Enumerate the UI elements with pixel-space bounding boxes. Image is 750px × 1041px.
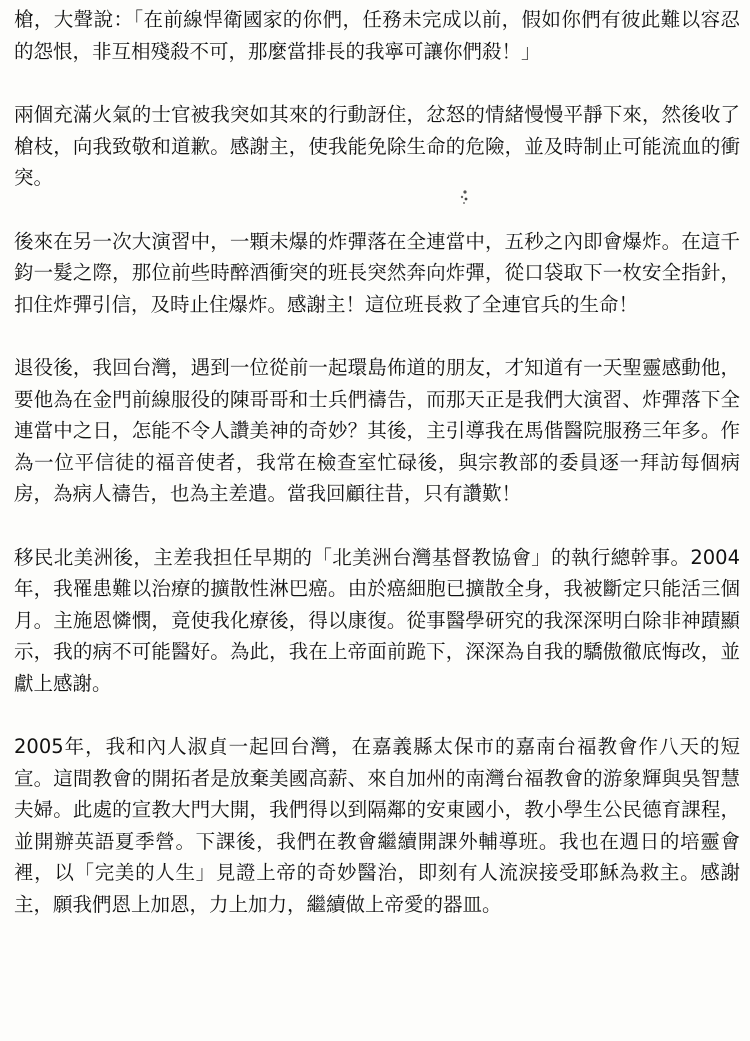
paragraph-6: 2005年，我和內人淑貞一起回台灣，在嘉義縣太保市的嘉南台福教會作八天的短宣。這間教會的開拓者是放棄美國高薪、來自加州的南灣台福教會的游象輝與吳智慧夫婦。此處的宣教大門大開，我們得以到隔鄰的安東國小，教小學生公民德育課程，並開辦英語夏季營。下課後，我們在教會繼續開課外輔導班。我也在週日的培靈會裡，以「完美的人生」見證上帝的奇妙醫治，即刻有人流淚接受耶穌為救主。感謝主，願我們恩上加恩，力上加力，繼續做上帝愛的器皿。 [14,735,740,916]
paragraph-2: 兩個充滿火氣的士官被我突如其來的行動訝住，忿怒的情緒慢慢平靜下來，然後收了槍枝，向我致敬和道歉。感謝主，使我能免除生命的危險，並及時制止可能流血的衝突。 [14,103,740,189]
paragraph-5: 移民北美洲後，主差我担任早期的「北美洲台灣基督教協會」的執行總幹事。2004年，我罹患難以治療的擴散性淋巴癌。由於癌細胞已擴散全身，我被斷定只能活三個月。主施恩憐憫，竟使我化療後，得以康復。從事醫學研究的我深深明白除非神蹟顯示，我的病不可能醫好。為此，我在上帝面前跪下，深深為自我的驕傲徹底悔改，並獻上感謝。 [14,545,740,695]
paragraph-3: 後來在另一次大演習中，一顆未爆的炸彈落在全連當中，五秒之內即會爆炸。在這千鈞一髮之際，那位前些時醉酒衝突的班長突然奔向炸彈，從口袋取下一枚安全指針，扣住炸彈引信，及時止住爆炸。感謝主！這位班長救了全連官兵的生命！ [14,229,740,316]
paragraph-1: 槍，大聲說：「在前線悍衛國家的你們，任務未完成以前，假如你們有彼此難以容忍的怨恨，非互相殘殺不可，那麼當排長的我寧可讓你們殺！」 [14,8,740,63]
scan-speck [456,186,474,208]
paragraph-4: 退役後，我回台灣，遇到一位從前一起環島佈道的朋友，才知道有一天聖靈感動他，要他為在金門前線服役的陳哥哥和士兵們禱告，而那天正是我們大演習、炸彈落下全連當中之日，怎能不令人讚美神的奇妙？其後，主引導我在馬偕醫院服務三年多。作為一位平信徒的福音使者，我常在檢查室忙碌後，與宗教部的委員逐一拜訪每個病房，為病人禱告，也為主差遣。當我回顧往昔，只有讚歎！ [14,356,740,505]
